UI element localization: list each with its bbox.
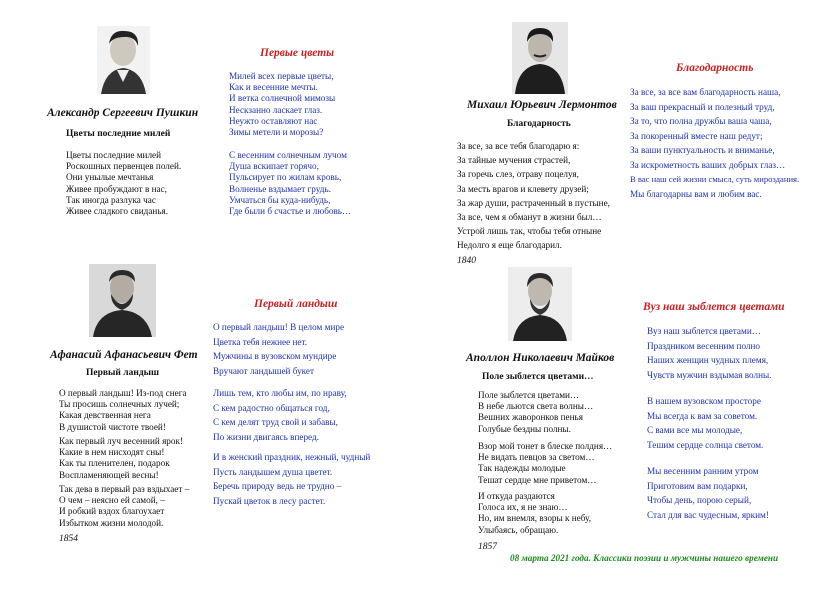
verse-line: Зимы метели и морозы? xyxy=(229,126,324,137)
fet-dedication-stanza-2 xyxy=(213,386,347,444)
verse-line: Приготовим вам подарки, xyxy=(647,480,748,491)
verse-line: За горечь слез, отраву поцелуя, xyxy=(457,169,579,180)
verse-line: За все, чем я обманут в жизни был… xyxy=(457,211,602,222)
verse-line: За искрометность ваших добрых глаз… xyxy=(630,159,786,170)
verse-line: Пускай цветок в лесу растет. xyxy=(213,495,326,506)
verse-line: За покоренный вместе наш редут; xyxy=(630,130,763,141)
lermontov-poem-title: Благодарность xyxy=(507,119,571,129)
verse-line: Воспламеняющей весны! xyxy=(59,469,159,480)
verse-line: Так иногда разлука час xyxy=(66,194,156,205)
verse-line: И ветка солнечной мимозы xyxy=(229,93,336,104)
pushkin-poem-title: Цветы последние милей xyxy=(66,129,171,139)
maikov-year: 1857 xyxy=(478,542,497,552)
verse-line: Милей всех первые цветы, xyxy=(229,71,334,81)
verse-line: Так дева в первый раз вздыхает – xyxy=(59,484,190,494)
verse-line: Вручают ландышей букет xyxy=(213,365,314,376)
verse-line: Мы весенним ранним утром xyxy=(647,466,759,476)
verse-line: Неужто оставляют нас xyxy=(229,115,318,126)
verse-line: Пусть ландышем душа цветет. xyxy=(213,466,333,477)
fet-poem-stanza-1 xyxy=(59,388,187,433)
verse-line: Мужчины в вузовском мундире xyxy=(213,351,337,361)
verse-line: Наших женщин чудных племя, xyxy=(647,355,769,365)
verse-line: Чтобы день, порою серый, xyxy=(647,495,752,505)
verse-line: Как и весенние мечты. xyxy=(229,82,318,93)
pushkin-name: Александр Сергеевич Пушкин xyxy=(47,107,199,119)
verse-line: Какие в нем нисходят сны! xyxy=(59,447,165,458)
verse-line: Праздником весенним полно xyxy=(647,340,761,351)
verse-line: Голоса их, я не знаю… xyxy=(478,502,568,513)
verse-line: О чем – неясно ей самой, – xyxy=(59,495,165,506)
verse-line: Пульсирует по жилам кровь, xyxy=(229,172,342,183)
verse-line: Ты просишь солнечных лучей; xyxy=(59,399,180,410)
verse-line: С кем радостно общаться год, xyxy=(213,402,330,413)
verse-line: Душа вскипает горячо, xyxy=(229,161,319,172)
pushkin-portrait xyxy=(97,26,150,94)
pushkin-dedication-stanza-1 xyxy=(229,71,335,138)
verse-line: Но, им внемля, взоры к небу, xyxy=(478,513,592,524)
verse-line: В душистой чистоте твоей! xyxy=(59,421,166,432)
verse-line: Вешних жаворонков пенья xyxy=(478,412,583,423)
verse-line: Мы всегда к вам за советом. xyxy=(647,410,758,421)
pushkin-dedication-stanza-2 xyxy=(229,150,351,217)
verse-line: Тешат сердце мне приветом… xyxy=(478,474,597,485)
maikov-poem-stanza-3 xyxy=(478,491,591,536)
verse-line: За жар души, растраченный в пустыне, xyxy=(457,197,610,208)
maikov-poem-stanza-1 xyxy=(478,390,593,435)
verse-line: За все, за все вам благодарность наша, xyxy=(630,87,781,97)
verse-line: Как первый луч весенний ярок! xyxy=(59,436,184,446)
verse-line: Живее сладкого свиданья. xyxy=(66,205,169,216)
lermontov-dedication-title: Благодарность xyxy=(676,62,754,74)
fet-poem-stanza-2 xyxy=(59,436,183,481)
verse-line: О первый ландыш! Из-под снега xyxy=(59,388,187,398)
verse-line: В небе льются света волны… xyxy=(478,401,594,412)
verse-line: Умчаться бы куда-нибудь, xyxy=(229,194,331,205)
verse-line: О первый ландыш! В целом мире xyxy=(213,322,345,332)
maikov-poem-title: Поле зыблется цветами… xyxy=(482,372,594,382)
verse-line: В вас наш сей жизни смысл, суть мироздания. xyxy=(630,174,800,184)
fet-dedication-stanza-1 xyxy=(213,320,344,378)
page-footer: 08 марта 2021 года. Классики поэзии и мужчины нашего времени xyxy=(510,553,779,563)
verse-line: Волненье вздымает грудь. xyxy=(229,183,331,194)
verse-line: Цветы последние милей xyxy=(66,150,162,160)
verse-line: Голубые бездны полны. xyxy=(478,423,571,434)
verse-line: За все, за все тебя благодарю я: xyxy=(457,141,580,151)
maikov-dedication-stanza-3 xyxy=(647,464,769,522)
verse-line: Цветка тебя нежнее нет. xyxy=(213,336,308,347)
verse-line: Чувств мужчин вздымая волны. xyxy=(647,369,772,380)
maikov-name: Аполлон Николаевич Майков xyxy=(466,352,615,364)
verse-line: Лишь тем, кто любы им, по нраву, xyxy=(213,388,347,398)
maikov-dedication-stanza-1 xyxy=(647,324,771,382)
verse-line: Вуз наш зыблется цветами… xyxy=(647,326,761,336)
lermontov-dedication xyxy=(630,85,799,201)
fet-poem-stanza-3 xyxy=(59,484,189,529)
verse-line: Как ты пленителен, подарок xyxy=(59,458,170,469)
verse-line: И в женский праздник, нежный, чудный xyxy=(213,452,371,462)
verse-line: По жизни двигаясь вперед. xyxy=(213,431,319,442)
verse-line: В нашем вузовском просторе xyxy=(647,396,761,406)
fet-year: 1854 xyxy=(59,534,78,544)
verse-line: Где были б счастье и любовь… xyxy=(229,205,352,216)
lermontov-portrait xyxy=(512,22,568,94)
verse-line: За ваш прекрасный и полезный труд, xyxy=(630,101,775,112)
verse-line: Живее пробуждают в нас, xyxy=(66,183,167,194)
verse-line: Нескзанно ласкает глаз. xyxy=(229,104,323,115)
verse-line: Беречь природу ведь не трудно – xyxy=(213,481,342,491)
verse-line: Недолго я еще благодарил. xyxy=(457,240,562,251)
verse-line: За ваши пунктуальность и вниманье, xyxy=(630,145,775,155)
pushkin-poem xyxy=(66,150,181,217)
verse-line: С весенним солнечным лучом xyxy=(229,150,347,160)
lermontov-poem xyxy=(457,139,610,253)
verse-line: Роскошных первенцев полей. xyxy=(66,161,182,172)
maikov-dedication-stanza-2 xyxy=(647,394,763,452)
verse-line: Тешим сердце солнца светом. xyxy=(647,439,764,450)
verse-line: Стал для вас чудесным, ярким! xyxy=(647,509,769,520)
fet-dedication-stanza-3 xyxy=(213,450,370,508)
verse-line: Избытком жизни молодой. xyxy=(59,517,164,528)
maikov-dedication-title: Вуз наш зыблется цветами xyxy=(643,301,785,313)
verse-line: Улыбаясь, обращаю. xyxy=(478,524,559,535)
verse-line: За то, что полна дружбы ваша чаша, xyxy=(630,116,772,126)
fet-poem-title: Первый ландыш xyxy=(86,368,160,378)
verse-line: Взор мой тонет в блеске полдня… xyxy=(478,441,613,451)
verse-line: Поле зыблется цветами… xyxy=(478,390,580,400)
verse-line: С кем делят труд свой и забавы, xyxy=(213,417,338,427)
verse-line: Устрой лишь так, чтобы тебя отныне xyxy=(457,226,602,237)
maikov-portrait xyxy=(508,267,572,341)
verse-line: И откуда раздаются xyxy=(478,491,555,501)
verse-line: Мы благодарны вам и любим вас. xyxy=(630,188,762,199)
verse-line: Они унылые мечтанья xyxy=(66,172,154,183)
verse-line: За тайные мучения страстей, xyxy=(457,155,571,166)
verse-line: С вами все мы молодые, xyxy=(647,425,743,435)
verse-line: Так надежды молодые xyxy=(478,463,566,474)
lermontov-name: Михаил Юрьевич Лермонтов xyxy=(467,99,617,111)
verse-line: Не видать певцов за светом… xyxy=(478,452,595,463)
verse-line: За месть врагов и клевету друзей; xyxy=(457,183,589,194)
pushkin-dedication-title: Первые цветы xyxy=(260,47,335,59)
verse-line: Какая девственная нега xyxy=(59,410,151,421)
fet-portrait xyxy=(89,264,156,337)
fet-dedication-title: Первый ландыш xyxy=(254,298,338,310)
maikov-poem-stanza-2 xyxy=(478,441,612,486)
fet-name: Афанасий Афанасьевич Фет xyxy=(50,349,198,361)
lermontov-year: 1840 xyxy=(457,256,476,266)
verse-line: И робкий вздох благоухает xyxy=(59,506,165,517)
